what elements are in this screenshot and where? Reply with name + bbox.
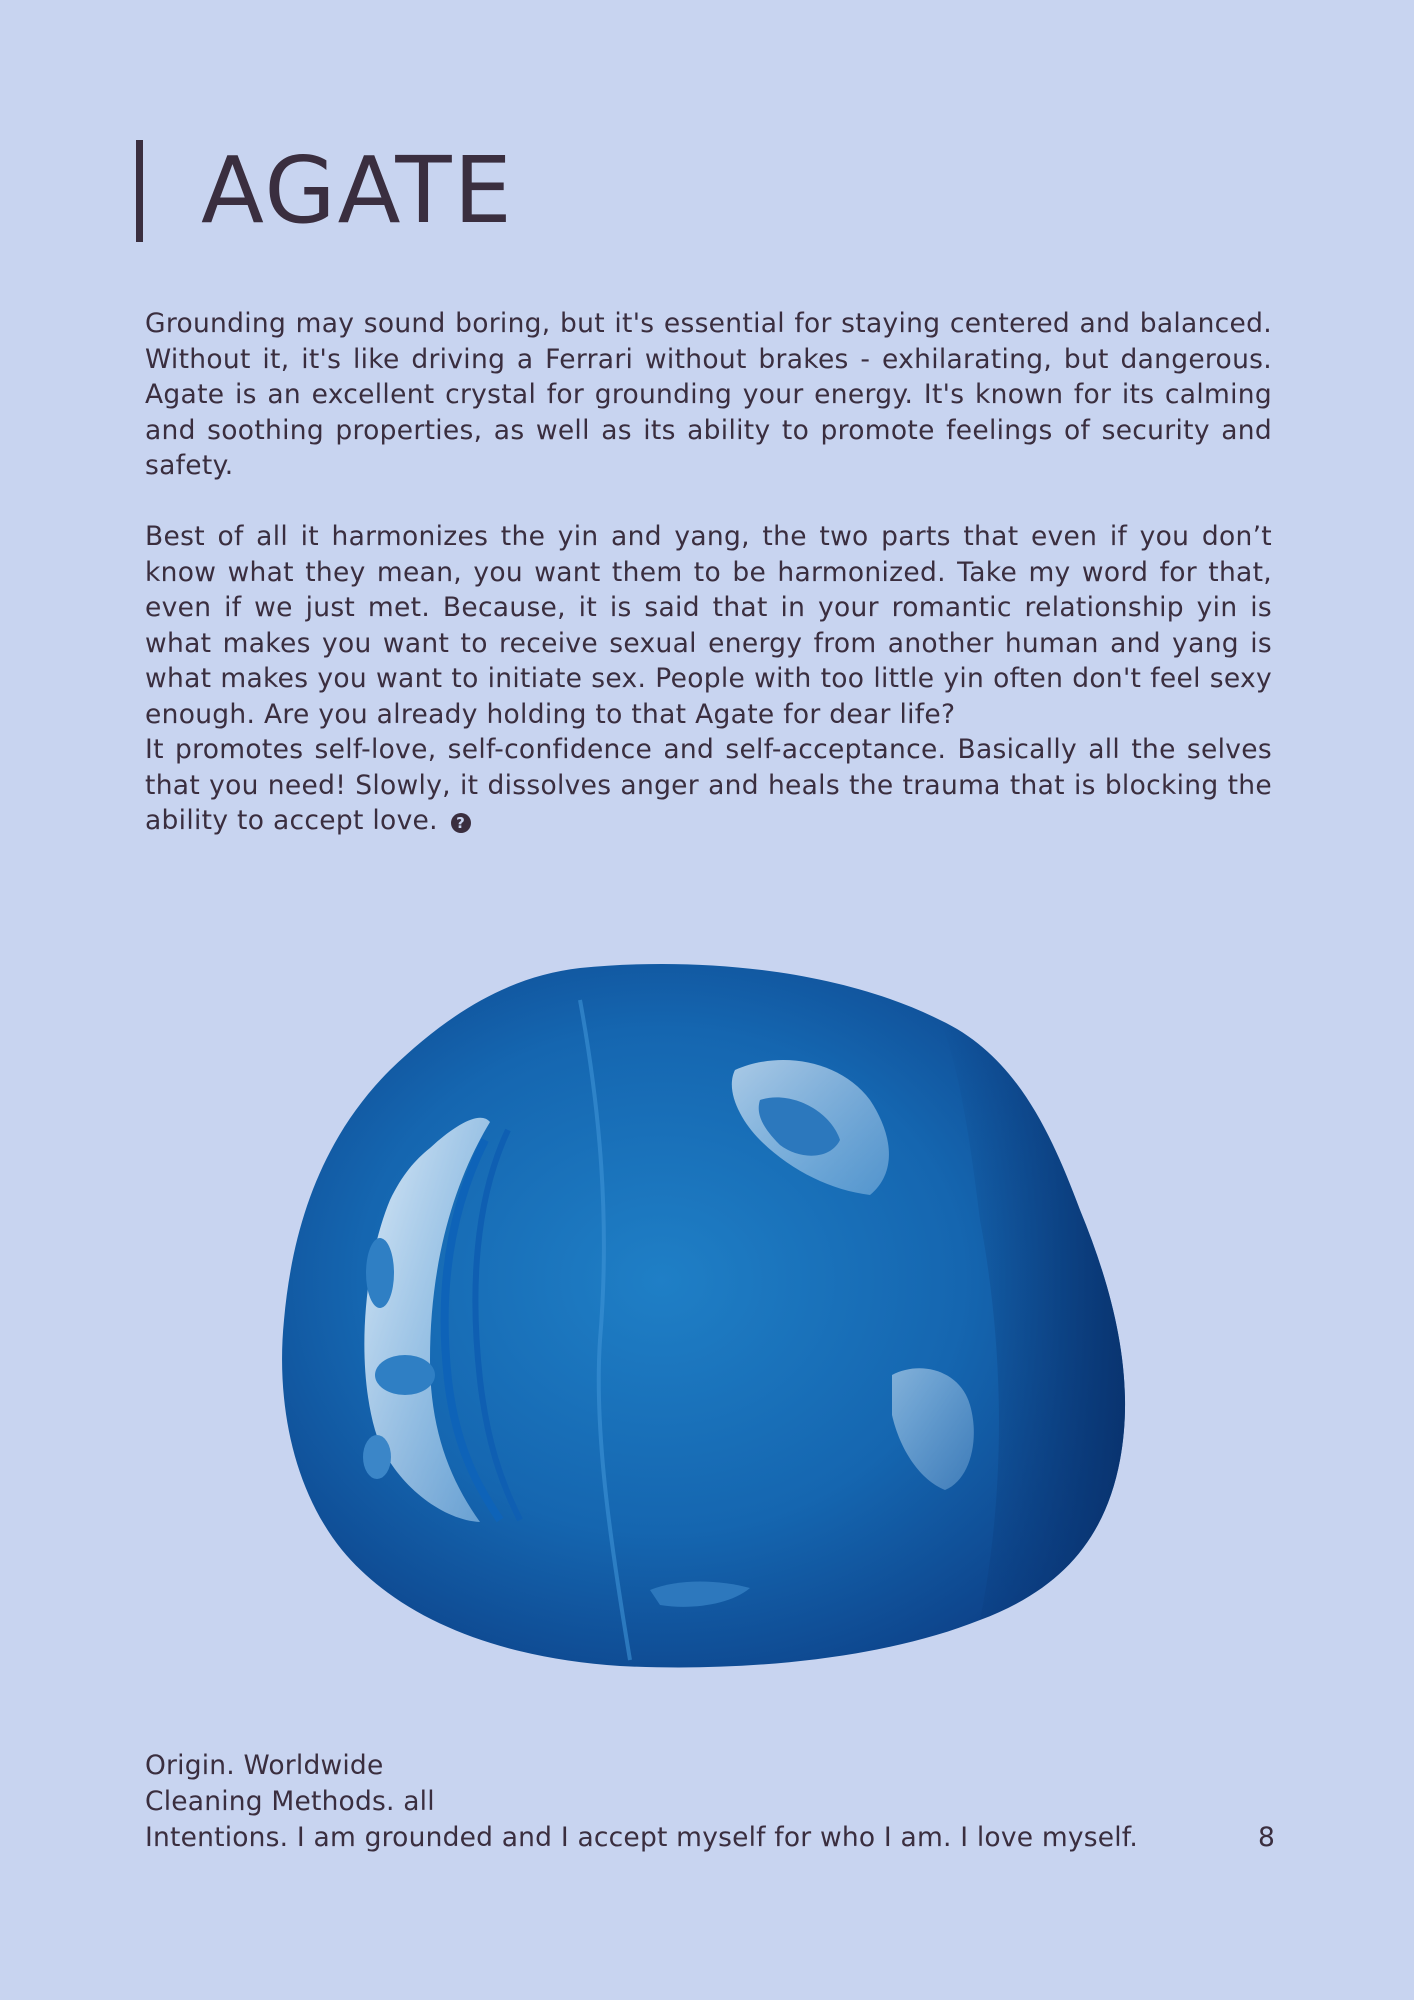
- paragraph-self-love: [145, 732, 1272, 839]
- stone-spot-1: [366, 1238, 394, 1308]
- agate-stone-image: [280, 960, 1130, 1675]
- stone-spot-2: [375, 1355, 435, 1395]
- page-title-block: [136, 138, 514, 244]
- paragraph-grounding: Grounding may sound boring, but it's essential for staying centered and balanced. Without it, it's like driving a Ferrari without brakes - exhilarating, but dangerous. Agate is an excellent crystal for grounding your energy. It's known for its calming and soothing properties, as well as its ability to promote feelings of security and safety.: [145, 308, 1272, 481]
- body-text: [145, 306, 1272, 839]
- page-title: AGATE: [201, 137, 514, 244]
- page-number: 8: [1258, 1822, 1275, 1853]
- paragraph-self-love-text: It promotes self-love, self-confidence and self-acceptance. Basically all the selves that you need! Slowly, it dissolves anger and heals the trauma that is blocking the ability to accept love.: [145, 734, 1272, 836]
- cleaning-methods-line: Cleaning Methods. all: [145, 1786, 435, 1817]
- title-accent-bar: [136, 140, 143, 242]
- intentions-line: Intentions. I am grounded and I accept myself for who I am. I love myself.: [145, 1822, 1139, 1853]
- origin-line: Origin. Worldwide: [145, 1750, 384, 1781]
- crystal-facts: [145, 1748, 1138, 1856]
- question-circle-icon: ?: [451, 813, 471, 833]
- paragraph-yin-yang: Best of all it harmonizes the yin and yang, the two parts that even if you don’t know what they mean, you want them to be harmonized. Take my word for that, even if we just met. Because, it is said that in your romantic relationship yin is what makes you want to receive sexual energy from another human and yang is what makes you want to initiate sex. People with too little yin often don't feel sexy enough. Are you already holding to that Agate for dear life?: [145, 521, 1272, 730]
- stone-spot-3: [363, 1435, 391, 1479]
